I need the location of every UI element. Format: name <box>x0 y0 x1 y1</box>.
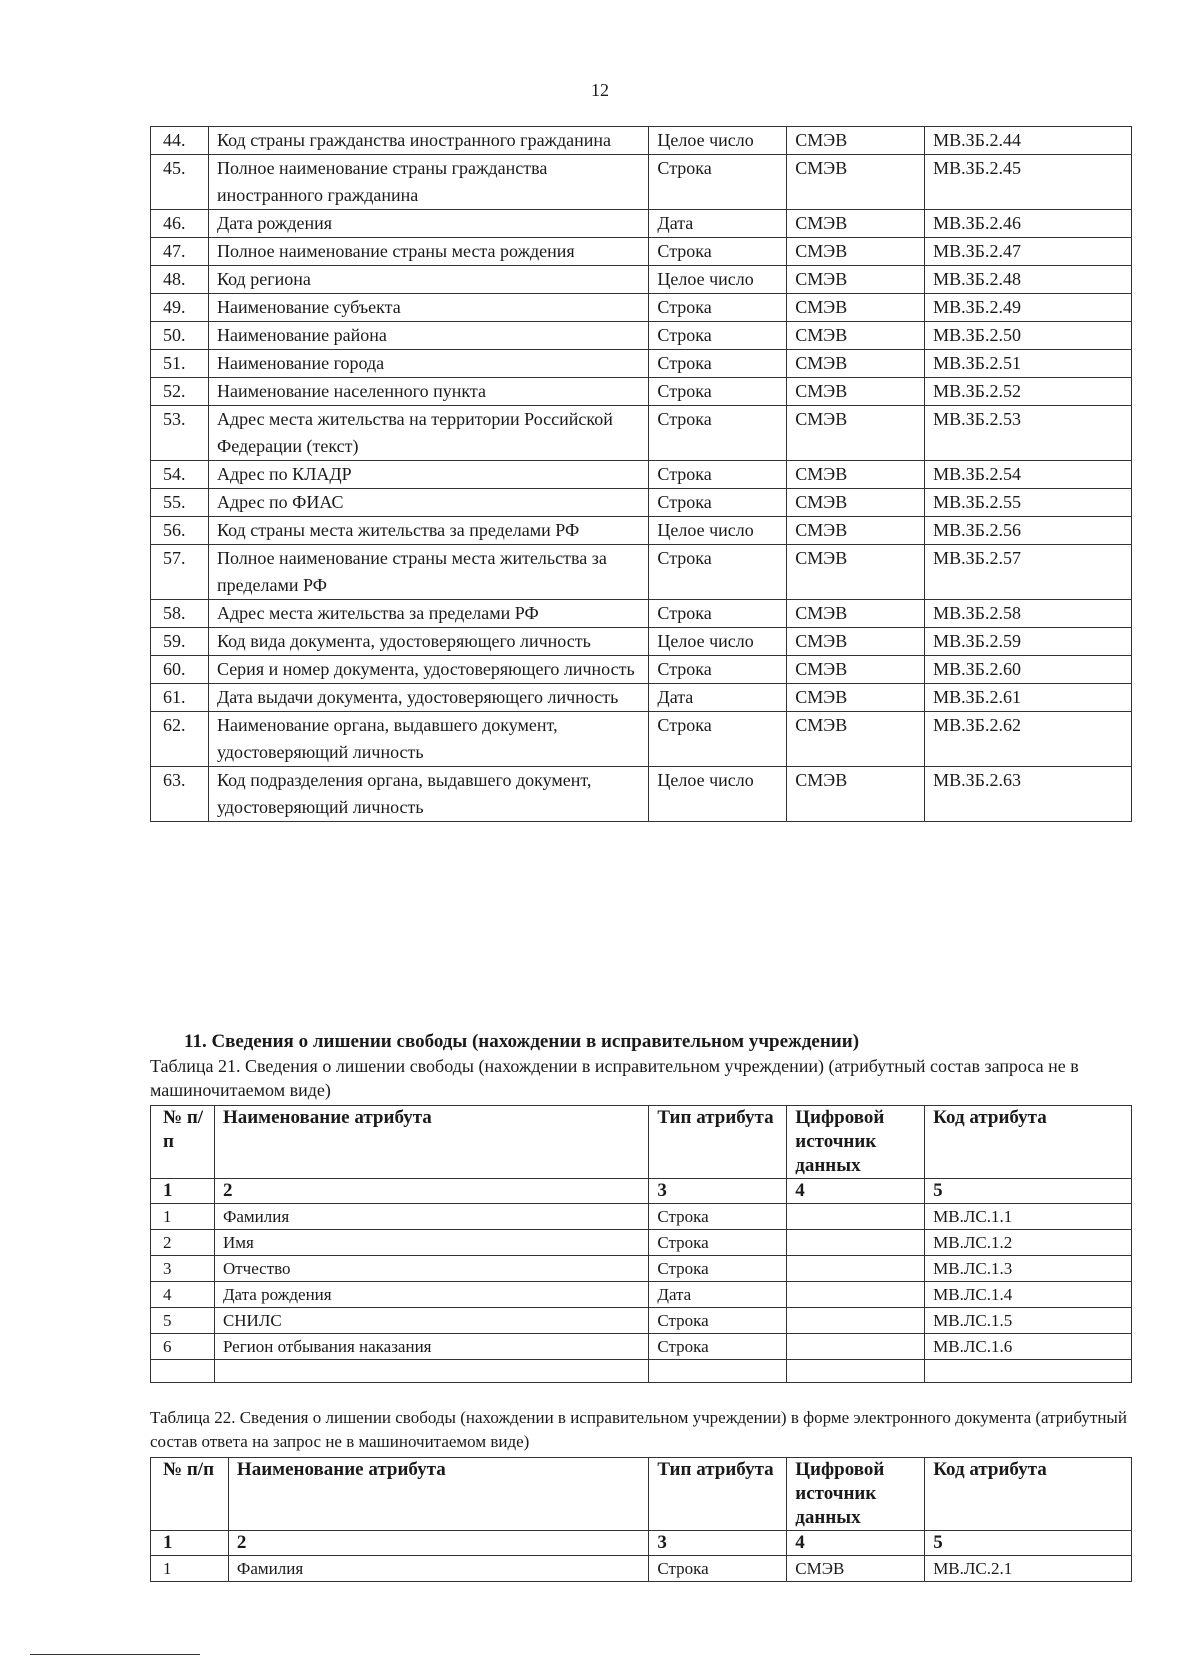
header-source: Цифровой источник данных <box>787 1106 925 1179</box>
attribute-code: МВ.ЗБ.2.48 <box>925 266 1132 294</box>
attribute-code: МВ.ЗБ.2.59 <box>925 628 1132 656</box>
attribute-type: Дата <box>649 1282 787 1308</box>
attribute-name: Адрес места жительства за пределами РФ <box>208 600 648 628</box>
data-source <box>787 1204 925 1230</box>
attribute-code: МВ.ЗБ.2.47 <box>925 238 1132 266</box>
header-source: Цифровой источник данных <box>787 1458 925 1531</box>
attribute-name: Дата выдачи документа, удостоверяющего личность <box>208 684 648 712</box>
attribute-code: МВ.ЗБ.2.56 <box>925 517 1132 545</box>
attribute-name: Адрес по ФИАС <box>208 489 648 517</box>
attribute-name: Адрес по КЛАДР <box>208 461 648 489</box>
row-number: 61. <box>151 684 209 712</box>
section-title: 11. Сведения о лишении свободы (нахождении в исправительном учреждении) <box>184 1031 860 1052</box>
attribute-code: МВ.ЗБ.2.50 <box>925 322 1132 350</box>
attribute-code: МВ.ЗБ.2.60 <box>925 656 1132 684</box>
index-cell: 2 <box>228 1531 648 1556</box>
attribute-name: Наименование населенного пункта <box>208 378 648 406</box>
row-number: 49. <box>151 294 209 322</box>
empty-cell <box>649 1360 787 1383</box>
attribute-code: МВ.ЛС.1.6 <box>925 1334 1132 1360</box>
data-source: СМЭВ <box>787 656 925 684</box>
table-row <box>151 294 1132 322</box>
attribute-name: Код страны гражданства иностранного гражданина <box>208 127 648 155</box>
header-code: Код атрибута <box>925 1458 1132 1531</box>
index-cell: 1 <box>151 1179 215 1204</box>
row-number: 63. <box>151 767 209 822</box>
table-row <box>151 1204 1132 1230</box>
data-source <box>787 1256 925 1282</box>
attribute-name: Наименование органа, выдавшего документ, удостоверяющий личность <box>208 712 648 767</box>
row-number: 57. <box>151 545 209 600</box>
footnote-separator <box>30 1654 200 1655</box>
index-cell: 5 <box>925 1531 1132 1556</box>
attribute-code: МВ.ЗБ.2.55 <box>925 489 1132 517</box>
data-source: СМЭВ <box>787 628 925 656</box>
index-cell: 4 <box>787 1531 925 1556</box>
table-row <box>151 1308 1132 1334</box>
header-name: Наименование атрибута <box>214 1106 648 1179</box>
attributes-table-continued <box>150 126 1132 822</box>
table-header-row <box>151 1106 1132 1179</box>
data-source: СМЭВ <box>787 545 925 600</box>
attribute-name: Код вида документа, удостоверяющего личность <box>208 628 648 656</box>
attribute-type: Строка <box>649 1256 787 1282</box>
attribute-type: Строка <box>649 1334 787 1360</box>
row-number: 52. <box>151 378 209 406</box>
row-number: 59. <box>151 628 209 656</box>
attribute-code: МВ.ЗБ.2.58 <box>925 600 1132 628</box>
attribute-name: СНИЛС <box>214 1308 648 1334</box>
data-source: СМЭВ <box>787 266 925 294</box>
table-row <box>151 322 1132 350</box>
attribute-code: МВ.ЗБ.2.62 <box>925 712 1132 767</box>
row-number: 1 <box>151 1556 229 1582</box>
table-row <box>151 767 1132 822</box>
attribute-type: Строка <box>649 600 787 628</box>
row-number: 44. <box>151 127 209 155</box>
attribute-type: Строка <box>649 322 787 350</box>
row-number: 56. <box>151 517 209 545</box>
table-22-caption: Таблица 22. Сведения о лишении свободы (нахождении в исправительном учреждении) в форме электронного документа (атрибутный состав ответа на запрос не в машиночитаемом виде) <box>150 1408 1127 1451</box>
data-source: СМЭВ <box>787 684 925 712</box>
data-source: СМЭВ <box>787 406 925 461</box>
header-type: Тип атрибута <box>649 1106 787 1179</box>
row-number: 45. <box>151 155 209 210</box>
row-number: 54. <box>151 461 209 489</box>
table-row <box>151 155 1132 210</box>
attribute-name: Фамилия <box>214 1204 648 1230</box>
attribute-name: Дата рождения <box>208 210 648 238</box>
attribute-type: Целое число <box>649 266 787 294</box>
attribute-name: Полное наименование страны гражданства иностранного гражданина <box>208 155 648 210</box>
attribute-type: Строка <box>649 1308 787 1334</box>
index-cell: 5 <box>925 1179 1132 1204</box>
row-number: 53. <box>151 406 209 461</box>
attribute-code: МВ.ЛС.1.4 <box>925 1282 1132 1308</box>
data-source: СМЭВ <box>787 322 925 350</box>
row-number: 60. <box>151 656 209 684</box>
empty-cell <box>151 1360 215 1383</box>
row-number: 62. <box>151 712 209 767</box>
table-row <box>151 517 1132 545</box>
attribute-name: Полное наименование страны места жительства за пределами РФ <box>208 545 648 600</box>
attribute-name: Имя <box>214 1230 648 1256</box>
header-number: № п/п <box>151 1458 229 1531</box>
row-number: 5 <box>151 1308 215 1334</box>
data-source: СМЭВ <box>787 489 925 517</box>
attribute-name: Серия и номер документа, удостоверяющего личность <box>208 656 648 684</box>
header-number: № п/п <box>151 1106 215 1179</box>
table-21-caption: Таблица 21. Сведения о лишении свободы (нахождении в исправительном учреждении) (атрибутный состав запроса не в машиночитаемом виде) <box>150 1056 1079 1100</box>
row-number: 6 <box>151 1334 215 1360</box>
table-row <box>151 1556 1132 1582</box>
page-number: 12 <box>591 80 609 100</box>
attribute-code: МВ.ЗБ.2.54 <box>925 461 1132 489</box>
attribute-type: Строка <box>649 461 787 489</box>
attribute-code: МВ.ЗБ.2.57 <box>925 545 1132 600</box>
attribute-code: МВ.ЛС.1.1 <box>925 1204 1132 1230</box>
data-source: СМЭВ <box>787 350 925 378</box>
header-code: Код атрибута <box>925 1106 1132 1179</box>
attribute-type: Строка <box>649 1230 787 1256</box>
table-header-row <box>151 1458 1132 1531</box>
table-22 <box>150 1457 1132 1582</box>
attribute-type: Дата <box>649 684 787 712</box>
table-row <box>151 406 1132 461</box>
data-source: СМЭВ <box>787 155 925 210</box>
attribute-code: МВ.ЛС.1.2 <box>925 1230 1132 1256</box>
attribute-name: Код страны места жительства за пределами РФ <box>208 517 648 545</box>
index-cell: 1 <box>151 1531 229 1556</box>
attribute-name: Наименование субъекта <box>208 294 648 322</box>
data-source: СМЭВ <box>787 712 925 767</box>
table-row <box>151 266 1132 294</box>
attribute-name: Адрес места жительства на территории Российской Федерации (текст) <box>208 406 648 461</box>
attribute-type: Целое число <box>649 127 787 155</box>
attribute-type: Целое число <box>649 517 787 545</box>
attribute-type: Строка <box>649 294 787 322</box>
attribute-name: Фамилия <box>228 1556 648 1582</box>
data-source: СМЭВ <box>787 600 925 628</box>
attribute-type: Строка <box>649 406 787 461</box>
attribute-name: Наименование города <box>208 350 648 378</box>
attribute-code: МВ.ЗБ.2.63 <box>925 767 1132 822</box>
row-number: 1 <box>151 1204 215 1230</box>
attribute-type: Строка <box>649 712 787 767</box>
attribute-code: МВ.ЗБ.2.45 <box>925 155 1132 210</box>
row-number: 50. <box>151 322 209 350</box>
data-source: СМЭВ <box>787 461 925 489</box>
table-row <box>151 489 1132 517</box>
attribute-type: Строка <box>649 378 787 406</box>
attribute-type: Целое число <box>649 628 787 656</box>
attribute-code: МВ.ЗБ.2.61 <box>925 684 1132 712</box>
row-number: 55. <box>151 489 209 517</box>
attribute-name: Наименование района <box>208 322 648 350</box>
table-row <box>151 238 1132 266</box>
attribute-code: МВ.ЗБ.2.46 <box>925 210 1132 238</box>
attribute-code: МВ.ЛС.1.3 <box>925 1256 1132 1282</box>
table-row <box>151 712 1132 767</box>
table-row <box>151 600 1132 628</box>
table-row <box>151 210 1132 238</box>
attribute-code: МВ.ЗБ.2.49 <box>925 294 1132 322</box>
table-21 <box>150 1105 1132 1383</box>
attribute-type: Целое число <box>649 767 787 822</box>
table-row <box>151 628 1132 656</box>
attribute-type: Строка <box>649 545 787 600</box>
table-row <box>151 1282 1132 1308</box>
attribute-type: Строка <box>649 656 787 684</box>
attribute-name: Регион отбывания наказания <box>214 1334 648 1360</box>
row-number: 48. <box>151 266 209 294</box>
attribute-code: МВ.ЗБ.2.44 <box>925 127 1132 155</box>
data-source <box>787 1282 925 1308</box>
attribute-code: МВ.ЗБ.2.52 <box>925 378 1132 406</box>
table-row <box>151 461 1132 489</box>
data-source: СМЭВ <box>787 127 925 155</box>
row-number: 2 <box>151 1230 215 1256</box>
table-row <box>151 1256 1132 1282</box>
table-row <box>151 350 1132 378</box>
table-index-row <box>151 1531 1132 1556</box>
data-source: СМЭВ <box>787 378 925 406</box>
table-row <box>151 378 1132 406</box>
empty-cell <box>925 1360 1132 1383</box>
data-source: СМЭВ <box>787 1556 925 1582</box>
empty-row <box>151 1360 1132 1383</box>
table-row <box>151 545 1132 600</box>
header-name: Наименование атрибута <box>228 1458 648 1531</box>
table-row <box>151 684 1132 712</box>
attribute-name: Отчество <box>214 1256 648 1282</box>
attribute-type: Строка <box>649 350 787 378</box>
table-row <box>151 1230 1132 1256</box>
row-number: 46. <box>151 210 209 238</box>
row-number: 47. <box>151 238 209 266</box>
data-source: СМЭВ <box>787 517 925 545</box>
attribute-code: МВ.ЛС.2.1 <box>925 1556 1132 1582</box>
attribute-type: Строка <box>649 155 787 210</box>
index-cell: 3 <box>649 1179 787 1204</box>
attribute-code: МВ.ЗБ.2.53 <box>925 406 1132 461</box>
attribute-type: Дата <box>649 210 787 238</box>
empty-cell <box>214 1360 648 1383</box>
attribute-type: Строка <box>649 238 787 266</box>
attribute-type: Строка <box>649 1204 787 1230</box>
row-number: 58. <box>151 600 209 628</box>
data-source: СМЭВ <box>787 294 925 322</box>
row-number: 4 <box>151 1282 215 1308</box>
row-number: 51. <box>151 350 209 378</box>
attribute-name: Код подразделения органа, выдавшего документ, удостоверяющий личность <box>208 767 648 822</box>
attribute-type: Строка <box>649 489 787 517</box>
index-cell: 3 <box>649 1531 787 1556</box>
data-source: СМЭВ <box>787 767 925 822</box>
table-row <box>151 127 1132 155</box>
table-row <box>151 656 1132 684</box>
data-source <box>787 1334 925 1360</box>
data-source: СМЭВ <box>787 210 925 238</box>
attribute-code: МВ.ЛС.1.5 <box>925 1308 1132 1334</box>
header-type: Тип атрибута <box>649 1458 787 1531</box>
attribute-code: МВ.ЗБ.2.51 <box>925 350 1132 378</box>
data-source: СМЭВ <box>787 238 925 266</box>
table-row <box>151 1334 1132 1360</box>
attribute-name: Полное наименование страны места рождения <box>208 238 648 266</box>
index-cell: 4 <box>787 1179 925 1204</box>
attribute-name: Дата рождения <box>214 1282 648 1308</box>
data-source <box>787 1230 925 1256</box>
index-cell: 2 <box>214 1179 648 1204</box>
table-index-row <box>151 1179 1132 1204</box>
attribute-name: Код региона <box>208 266 648 294</box>
data-source <box>787 1308 925 1334</box>
empty-cell <box>787 1360 925 1383</box>
attribute-type: Строка <box>649 1556 787 1582</box>
row-number: 3 <box>151 1256 215 1282</box>
